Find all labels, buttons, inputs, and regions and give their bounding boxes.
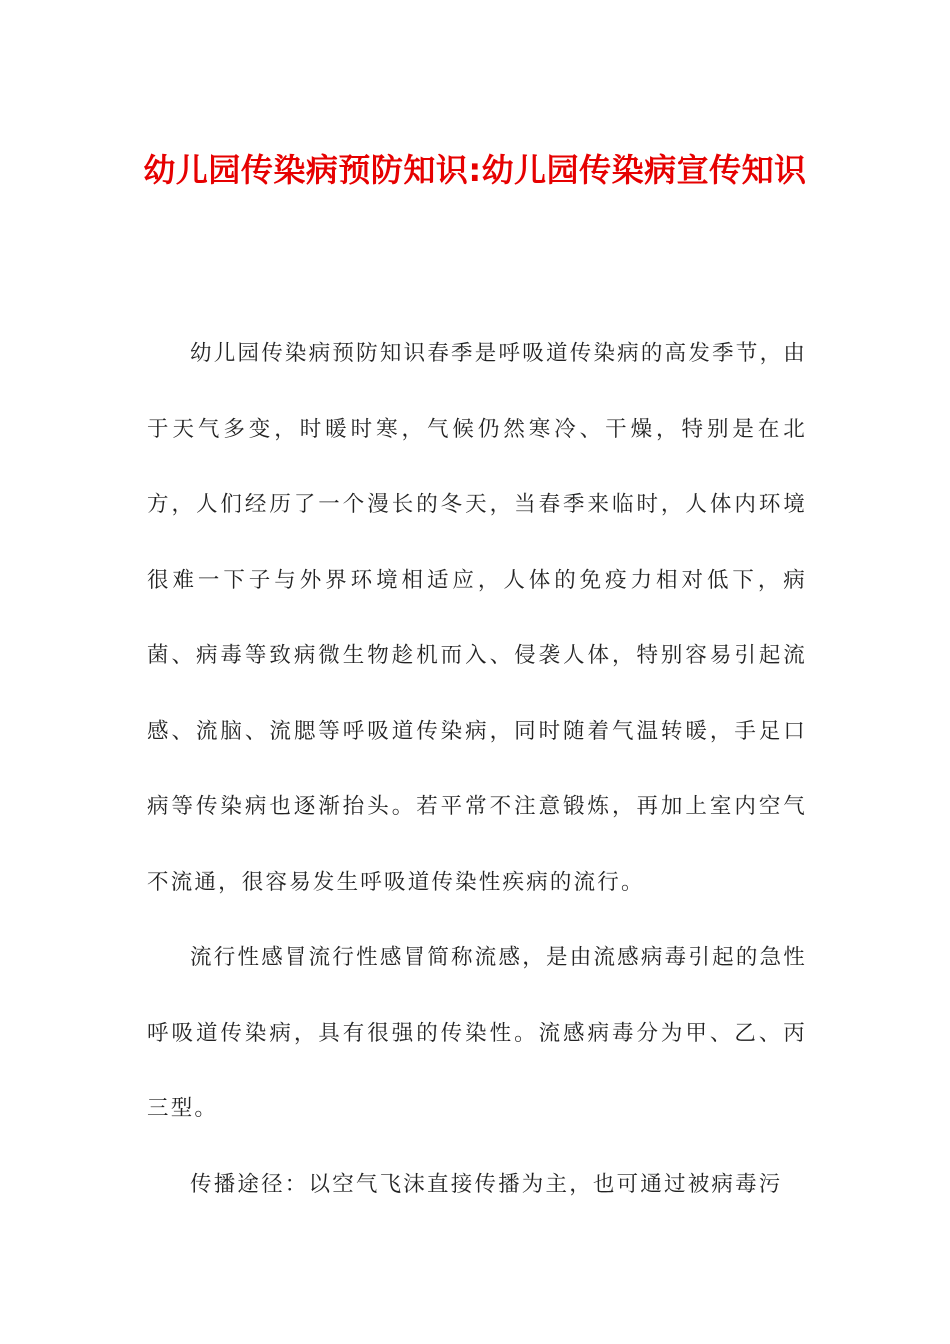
paragraph-influenza: 流行性感冒流行性感冒简称流感，是由流感病毒引起的急性呼吸道传染病，具有很强的传染性。流感病毒分为甲、乙、丙三型。 (147, 945, 807, 1121)
document-body (147, 316, 807, 1222)
document-title: 幼儿园传染病预防知识:幼儿园传染病宣传知识 (143, 151, 807, 189)
paragraph-intro: 幼儿园传染病预防知识春季是呼吸道传染病的高发季节，由于天气多变，时暖时寒，气候仍然寒冷、干燥，特别是在北方，人们经历了一个漫长的冬天，当春季来临时，人体内环境很难一下子与外界环境相适应，人体的免疫力相对低下，病菌、病毒等致病微生物趁机而入、侵袭人体，特别容易引起流感、流脑、流腮等呼吸道传染病，同时随着气温转暖，手足口病等传染病也逐渐抬头。若平常不注意锻炼，再加上室内空气不流通，很容易发生呼吸道传染性疾病的流行。 (147, 341, 807, 895)
paragraph-transmission: 传播途径：以空气飞沫直接传播为主，也可通过被病毒污 (190, 1171, 783, 1197)
